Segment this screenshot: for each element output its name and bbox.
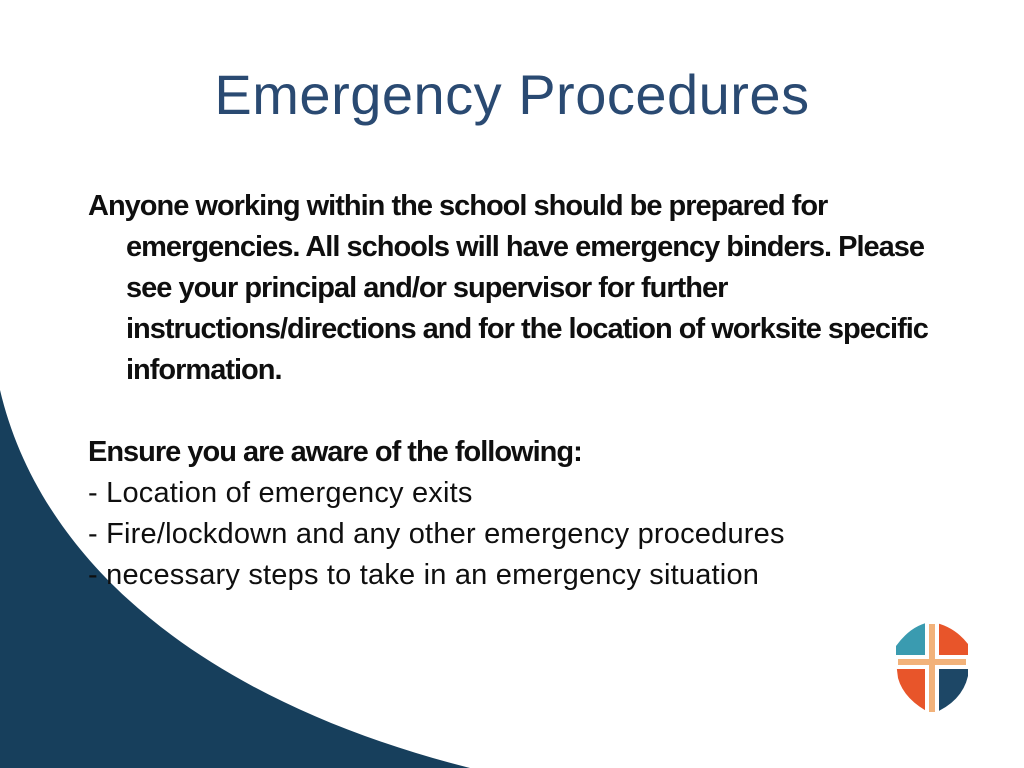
checklist-heading: Ensure you are aware of the following: — [88, 436, 582, 468]
checklist-item: - necessary steps to take in an emergency situation — [88, 559, 760, 591]
page-title: Emergency Procedures — [214, 63, 810, 126]
checklist-item: - Fire/lockdown and any other emergency procedures — [88, 518, 785, 550]
checklist-item: - Location of emergency exits — [88, 477, 473, 509]
intro-paragraph: Anyone working within the school should be prepared for emergencies. All schools will have emergency binders. Please see your principal and/or supervisor for further instructions/directions and for the location of worksite specific information. — [88, 190, 928, 386]
logo-cross-inner-h — [898, 659, 966, 665]
slide-body — [88, 186, 968, 596]
cross-shield-logo — [892, 618, 972, 718]
logo-cross-inner-v — [929, 624, 935, 712]
